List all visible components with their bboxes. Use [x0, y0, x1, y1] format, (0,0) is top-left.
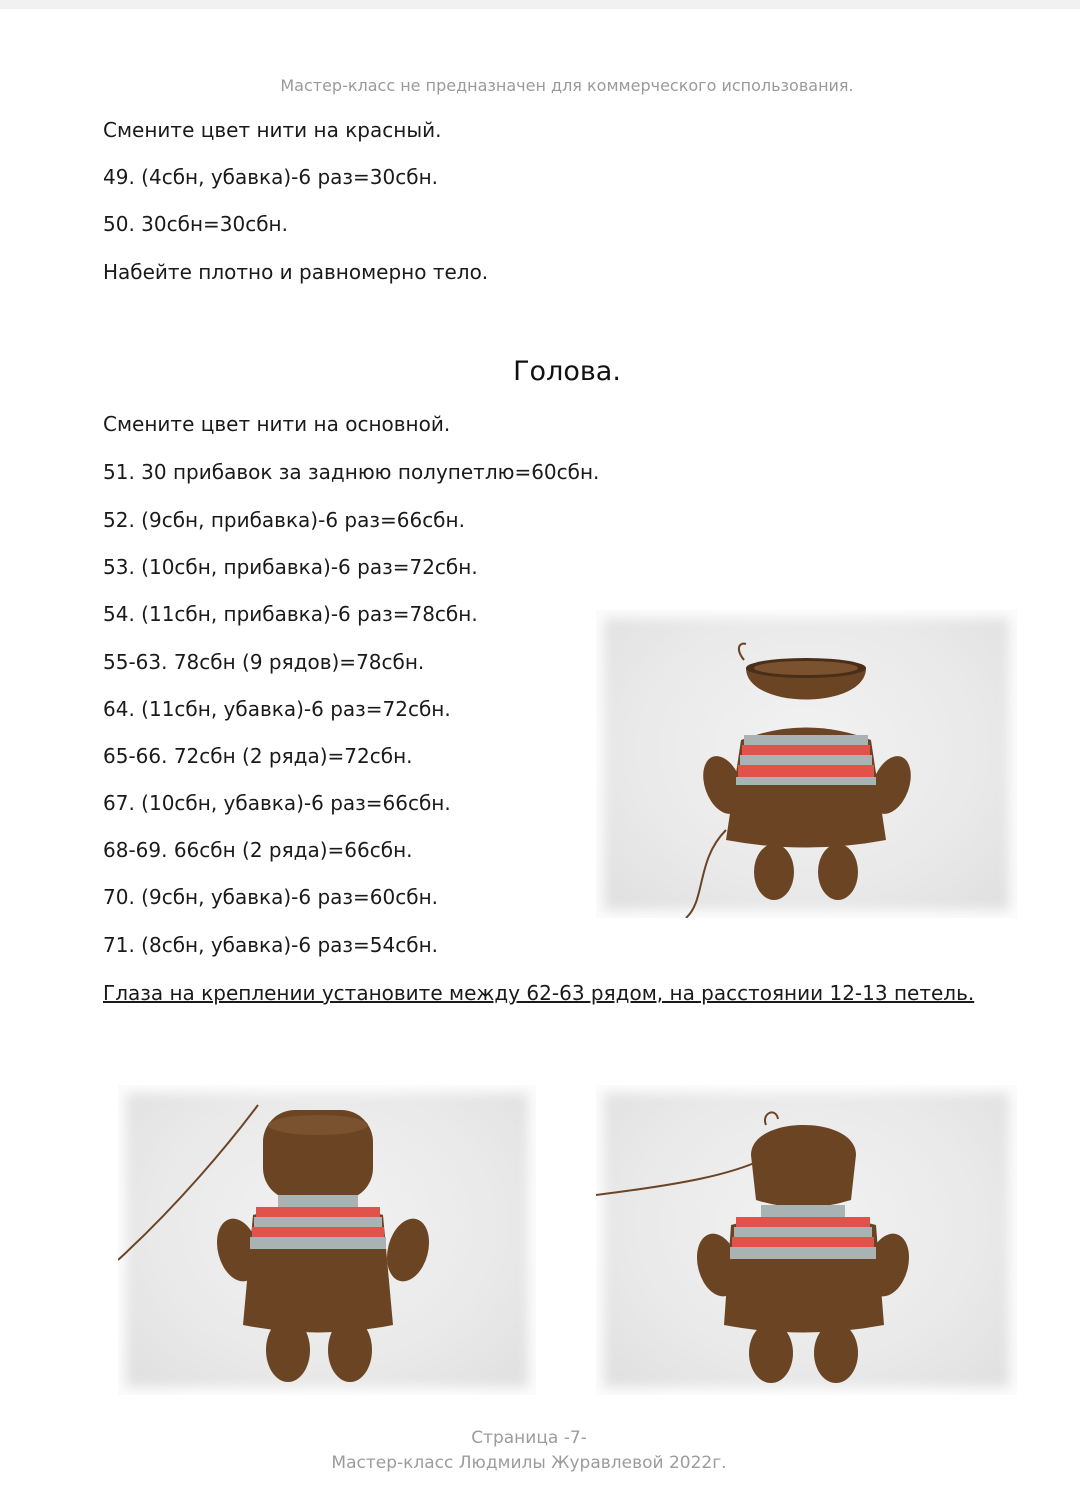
instruction-line: 68-69. 66сбн (2 ряда)=66сбн.	[103, 838, 413, 862]
instruction-line: 70. (9сбн, убавка)-6 раз=60сбн.	[103, 885, 439, 909]
instruction-line: Набейте плотно и равномерно тело.	[103, 260, 489, 284]
toy-illustration	[596, 610, 1017, 918]
instruction-line: 55-63. 78сбн (9 рядов)=78сбн.	[103, 650, 425, 674]
section-title: Голова.	[513, 356, 621, 387]
photo-back-view	[118, 1085, 536, 1395]
instruction-line: 71. (8сбн, убавка)-6 раз=54сбн.	[103, 933, 439, 957]
instruction-line: 64. (11сбн, убавка)-6 раз=72сбн.	[103, 697, 451, 721]
top-bar	[0, 0, 1080, 9]
instruction-line: 52. (9сбн, прибавка)-6 раз=66сбн.	[103, 508, 465, 532]
photo-head-finished	[596, 1085, 1017, 1395]
instruction-line: 49. (4сбн, убавка)-6 раз=30сбн.	[103, 165, 439, 189]
footer-credit: Мастер-класс Людмилы Журавлевой 2022г.	[331, 1453, 727, 1473]
instruction-line: 67. (10сбн, убавка)-6 раз=66сбн.	[103, 791, 451, 815]
instruction-line: 51. 30 прибавок за заднюю полупетлю=60сбн.	[103, 460, 600, 484]
instruction-line: Смените цвет нити на основной.	[103, 412, 451, 436]
instruction-line: 53. (10сбн, прибавка)-6 раз=72сбн.	[103, 555, 478, 579]
instruction-line: 54. (11сбн, прибавка)-6 раз=78сбн.	[103, 602, 478, 626]
toy-illustration	[118, 1085, 536, 1395]
instruction-line: 50. 30сбн=30сбн.	[103, 212, 288, 236]
page-number: Страница -7-	[471, 1428, 587, 1448]
eyes-note: Глаза на креплении установите между 62-63 рядом, на расстоянии 12-13 петель.	[103, 981, 975, 1005]
toy-illustration	[596, 1085, 1017, 1395]
header-disclaimer: Мастер-класс не предназначен для коммерческого использования.	[280, 76, 854, 95]
photo-head-start	[596, 610, 1017, 918]
instruction-line: 65-66. 72сбн (2 ряда)=72сбн.	[103, 744, 413, 768]
instruction-line: Смените цвет нити на красный.	[103, 118, 442, 142]
